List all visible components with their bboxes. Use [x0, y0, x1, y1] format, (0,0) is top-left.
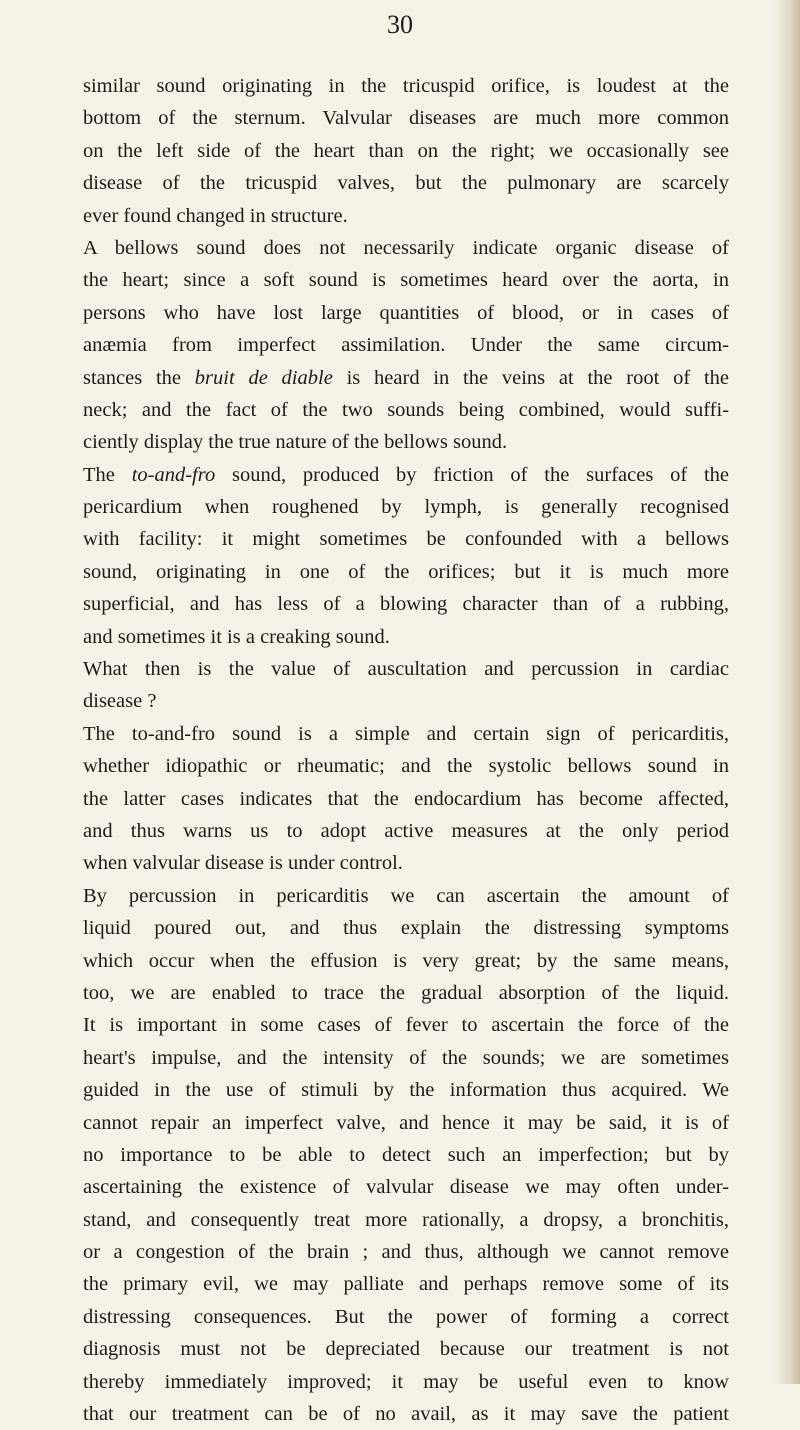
page-number: 30 — [387, 10, 413, 39]
text-line: and sometimes it is a creaking sound. — [83, 625, 390, 648]
text-line: pericardium when roughened by lymph, is generally recognised — [83, 496, 729, 519]
text-line: with facility: it might sometimes be confounded with a bellows — [83, 528, 729, 551]
text-line: The to-and-fro sound is a simple and certain sign of pericarditis, — [83, 722, 729, 745]
text-line: anæmia from imperfect assimilation. Under the same circum- — [83, 334, 729, 357]
text-line: stances the bruit de diable is heard in the veins at the root of the — [83, 366, 729, 389]
text-line: when valvular disease is under control. — [83, 852, 403, 875]
text-line: on the left side of the heart than on the right; we occasionally see — [83, 139, 729, 162]
text-line: ciently display the true nature of the bellows sound. — [83, 431, 508, 454]
text-line: sound, originating in one of the orifices; but it is much more — [83, 560, 729, 583]
text-line: stand, and consequently treat more rationally, a dropsy, a bronchitis, — [83, 1208, 729, 1231]
text-line: cannot repair an imperfect valve, and hence it may be said, it is of — [83, 1111, 729, 1134]
italic-phrase: bruit de diable — [194, 366, 333, 389]
text-line: bottom of the sternum. Valvular diseases are much more common — [83, 107, 729, 130]
text-line: persons who have lost large quantities of blood, or in cases of — [83, 301, 729, 324]
page-edge-shadow — [774, 0, 800, 1384]
text-line: It is important in some cases of fever to ascertain the force of the — [83, 1014, 729, 1037]
text-line: similar sound originating in the tricuspid orifice, is loudest at the — [83, 75, 729, 97]
text-line: distressing consequences. But the power of forming a correct — [83, 1305, 729, 1328]
text-line: too, we are enabled to trace the gradual absorption of the liquid. — [83, 981, 729, 1004]
text-line: ascertaining the existence of valvular disease we may often under- — [83, 1176, 729, 1199]
text-line: or a congestion of the brain ; and thus, although we cannot remove — [83, 1241, 729, 1264]
body-text — [83, 70, 729, 1430]
text-line: thereby immediately improved; it may be useful even to know — [83, 1370, 729, 1393]
text-line: A bellows sound does not necessarily indicate organic disease of — [83, 236, 729, 259]
text-line: diagnosis must not be depreciated because our treatment is not — [83, 1338, 729, 1361]
text-line: which occur when the effusion is very great; by the same means, — [83, 949, 729, 972]
text-line: By percussion in pericarditis we can ascertain the amount of — [83, 884, 729, 907]
text-line: superficial, and has less of a blowing character than of a rubbing, — [83, 593, 729, 616]
text-line: the latter cases indicates that the endocardium has become affected, — [83, 787, 729, 810]
text-line: the primary evil, we may palliate and perhaps remove some of its — [83, 1273, 729, 1296]
text-line: The to-and-fro sound, produced by friction of the surfaces of the — [83, 463, 730, 486]
text-line: no importance to be able to detect such an imperfection; but by — [83, 1143, 729, 1166]
text-line: What then is the value of auscultation and percussion in cardiac — [83, 658, 729, 681]
text-line: liquid poured out, and thus explain the distressing symptoms — [83, 917, 729, 940]
text-line: ever found changed in structure. — [83, 204, 348, 227]
text-line: neck; and the fact of the two sounds being combined, would suffi- — [83, 398, 729, 421]
text-line: disease ? — [83, 690, 157, 713]
text-line: the heart; since a soft sound is sometimes heard over the aorta, in — [83, 269, 729, 292]
text-line: disease of the tricuspid valves, but the pulmonary are scarcely — [83, 172, 729, 195]
italic-phrase: to-and-fro — [131, 463, 216, 486]
text-line: guided in the use of stimuli by the information thus acquired. We — [83, 1079, 729, 1102]
text-line: and thus warns us to adopt active measures at the only period — [83, 819, 729, 842]
text-line: heart's impulse, and the intensity of the sounds; we are sometimes — [83, 1046, 729, 1069]
text-line: whether idiopathic or rheumatic; and the systolic bellows sound in — [83, 755, 729, 778]
text-line: that our treatment can be of no avail, as it may save the patient — [83, 1403, 729, 1426]
